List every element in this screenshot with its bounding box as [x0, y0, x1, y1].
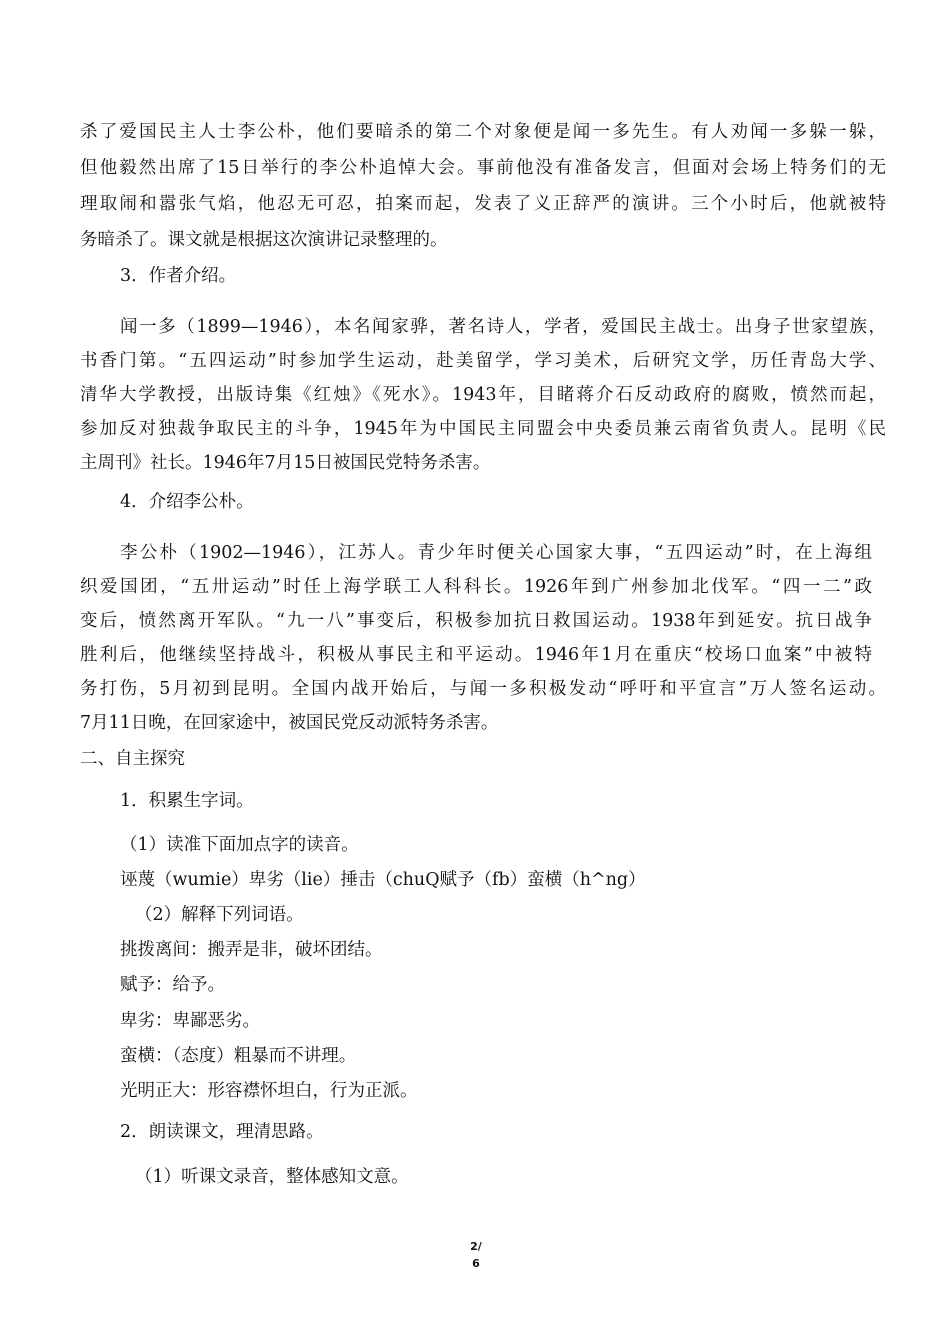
vocabulary-entry: 光明正大：形容襟怀坦白，行为正派。	[120, 1081, 418, 1101]
subsection-item: （1）读准下面加点字的读音。	[120, 835, 359, 855]
pronunciation-line: 诬蔑（wumie）卑劣（lie）捶击（chuQ赋予（fb）蛮横（h^ng）	[120, 870, 646, 890]
paragraph-line: 参加反对独裁争取民主的斗争，1945年为中国民主同盟会中央委员兼云南省负责人。昆明《民	[80, 419, 886, 439]
paragraph-line: 闻一多（1899—1946），本名闻家骅，著名诗人，学者，爱国民主战士。出身子世家望族，	[120, 317, 886, 337]
paragraph-line: 理取闹和嚣张气焰，他忍无可忍，拍案而起，发表了义正辞严的演讲。三个小时后，他就被特	[80, 194, 886, 214]
vocabulary-entry: 挑拨离间：搬弄是非，破坏团结。	[120, 940, 383, 960]
section-heading-self-study: 二、自主探究	[80, 749, 185, 769]
page-number-current: 2/	[470, 1240, 482, 1253]
paragraph-line: 李公朴（1902—1946），江苏人。青少年时便关心国家大事，“五四运动”时，在上海组	[120, 543, 872, 563]
paragraph-line: 清华大学教授，出版诗集《红烛》《死水》。1943年，目睹蒋介石反动政府的腐败，愤然而起，	[80, 385, 886, 405]
paragraph-line: 胜利后，他继续坚持战斗，积极从事民主和平运动。1946年1月在重庆“校场口血案”中被特	[80, 645, 872, 665]
vocabulary-entry: 蛮横：（态度）粗暴而不讲理。	[120, 1046, 357, 1066]
paragraph-line: 务打伤，5月初到昆明。全国内战开始后，与闻一多积极发动“呼吁和平宣言”万人签名运动。	[80, 679, 886, 699]
page-number-total: 6	[472, 1257, 480, 1270]
paragraph-line: 主周刊》社长。1946年7月15日被国民党特务杀害。	[80, 453, 491, 473]
paragraph-line: 7月11日晚，在回家途中，被国民党反动派特务杀害。	[80, 713, 499, 733]
subsection-item: （1）听课文录音，整体感知文意。	[135, 1167, 409, 1187]
paragraph-line: 书香门第。“五四运动”时参加学生运动，赴美留学，学习美术，后研究文学，历任青岛大学、	[80, 351, 886, 371]
paragraph-line: 织爱国团，“五卅运动”时任上海学联工人科科长。1926年到广州参加北伐军。“四一二”政	[80, 577, 872, 597]
paragraph-line: 杀了爱国民主人士李公朴，他们要暗杀的第二个对象便是闻一多先生。有人劝闻一多躲一躲，	[80, 122, 886, 142]
paragraph-line: 但他毅然出席了15日举行的李公朴追悼大会。事前他没有准备发言，但面对会场上特务们的无	[80, 158, 886, 178]
section-heading-author: 3．作者介绍。	[120, 266, 237, 286]
subsection-item: （2）解释下列词语。	[135, 905, 304, 925]
vocabulary-entry: 卑劣：卑鄙恶劣。	[120, 1011, 260, 1031]
vocabulary-entry: 赋予：给予。	[120, 975, 225, 995]
paragraph-line: 务暗杀了。课文就是根据这次演讲记录整理的。	[80, 230, 448, 250]
paragraph-line: 变后，愤然离开军队。“九一八”事变后，积极参加抗日救国运动。1938年到延安。抗日战争	[80, 611, 872, 631]
subsection-heading: 2．朗读课文，理清思路。	[120, 1122, 324, 1142]
section-heading-li-gongpu: 4．介绍李公朴。	[120, 492, 254, 512]
subsection-heading: 1．积累生字词。	[120, 791, 254, 811]
